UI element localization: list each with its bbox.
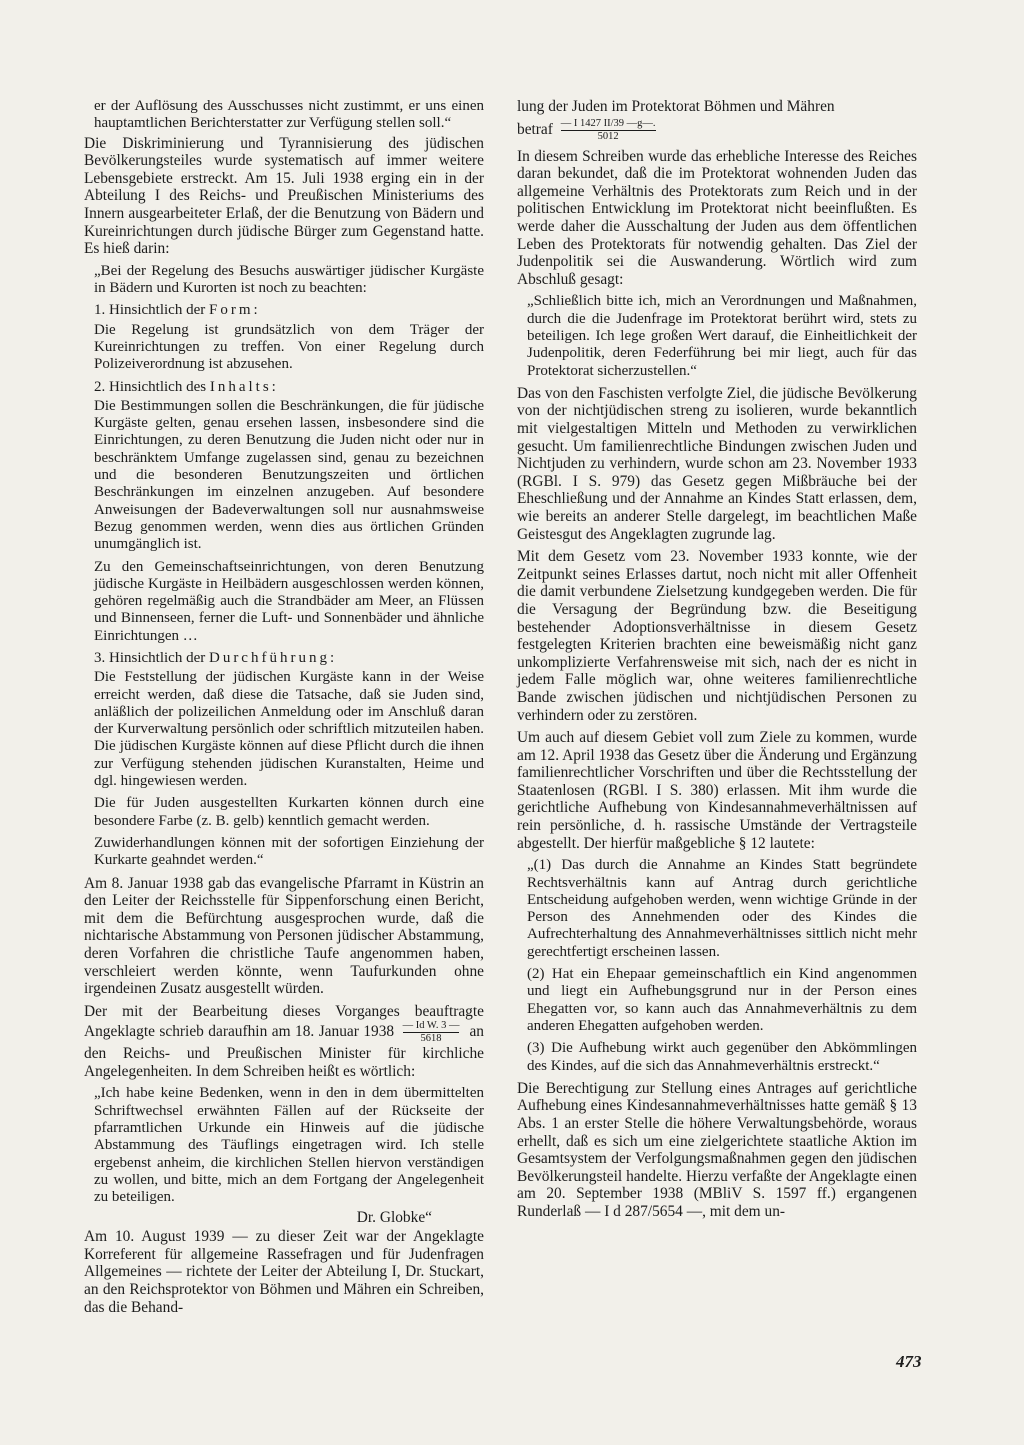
quote-paragraph: Die für Juden ausgestellten Kurkarten können durch eine besondere Farbe (z. B. gelb) kenntlich gemacht werden. bbox=[94, 795, 484, 829]
file-reference bbox=[561, 118, 656, 143]
paragraph: Die Diskriminierung und Tyrannisierung des jüdischen Bevölkerungsteiles wurde systematisch auf immer weitere Lebensgebiete erstreckt. Am 15. Juli 1938 erging ein in der Abteilung I des Reichs- und Preußischen Ministeriums des Innern ausgearbeiteter Erlaß, der die Benutzung von Bädern und Kureinrichtungen durch jüdische Bürger zum Gegenstand hatte. Es hieß darin: bbox=[84, 134, 484, 258]
quote-paragraph: Die Feststellung der jüdischen Kurgäste kann in der Weise erreicht werden, daß diese die Tatsache, daß sie Juden sind, anläßlich der polizeilichen Anmeldung oder im Anschluß daran der Kurverwaltung persönlich oder schriftlich mitzuteilen haben. Die jüdischen Kurgäste können auf diese Pflicht durch die ihnen zur Verfügung stehenden jüdischen Kuranstalten, Heime und dgl. hingewiesen werden. bbox=[94, 669, 484, 790]
heading-suffix: : bbox=[253, 302, 258, 319]
quote-heading bbox=[84, 650, 484, 667]
page-number: 473 bbox=[896, 1352, 922, 1371]
quote-paragraph: „(1) Das durch die Annahme an Kindes Statt begründete Rechtsverhältnis kann auf Antrag durch gerichtliche Entscheidung aufgehoben werden, wenn wichtige Gründe in der Person des Annehmenden oder des Kindes die Aufrechterhaltung des Annahmeverhältnisses sittlich nicht mehr gerechtfertigt erscheinen lassen. bbox=[527, 857, 917, 960]
paragraph-text: Der mit der Bearbeitung dieses Vorganges beauftragte Angeklagte schrieb daraufhin am 18. Januar 1938 bbox=[84, 1002, 484, 1041]
quote-paragraph: Zu den Gemeinschaftseinrichtungen, von deren Benutzung jüdische Kurgäste in Heilbädern ausgeschlossen werden können, gehören regelmäßig auch die Strandbäder am Meer, an Flüssen und Binnenseen, ferner die Luft- und Sonnenbäder und ähnliche Einrichtungen … bbox=[94, 558, 484, 644]
signature: Dr. Globke“ bbox=[356, 1208, 432, 1226]
paragraph: er der Auflösung des Ausschusses nicht zustimmt, er uns einen hauptamtlichen Berichterstatter zur Verfügung stellen soll.“ bbox=[94, 98, 484, 132]
quote-paragraph: „Ich habe keine Bedenken, wenn in den in dem übermittelten Schriftwechsel erwähnten Fällen auf der Rückseite der pfarramtlichen Urkunde ein Hinweis auf die jüdische Abstammung des Täuflings eingetragen wird. Ich stelle ergebenst anheim, die kirchlichen Stellen hiervon verständigen zu wollen, und bitte, mich an dem Fortgang der Angelegenheit zu beteiligen. bbox=[94, 1085, 484, 1206]
paragraph: Am 8. Januar 1938 gab das evangelische Pfarramt in Küstrin an den Leiter der Reichsstelle für Sippenforschung einen Bericht, mit dem die Befürchtung ausgesprochen wurde, daß die nichtarische Abstammung von Personen jüdischer Abstammung, deren Vorfahren die christliche Taufe angenommen haben, verschleiert werden könnte, wenn Taufurkunden ohne irgendeinen Zusatz ausgestellt würden. bbox=[84, 874, 484, 998]
paragraph-with-reference bbox=[517, 118, 917, 143]
quote-heading bbox=[84, 302, 484, 319]
paragraph: Um auch auf diesem Gebiet voll zum Ziele zu kommen, wurde am 12. April 1938 das Gesetz über die Änderung und Ergänzung familienrechtlicher Vorschriften und über die Rechtsstellung der Staatenlosen (RGBl. I S. 380) erlassen. Mit ihm wurde die gerichtliche Aufhebung von Kindesannahmeverhältnissen auf rein persönliche, d. h. rassische Umstände der Vertragsteile abgestellt. Der hierfür maßgebliche § 12 lautete: bbox=[517, 729, 917, 852]
paragraph: Mit dem Gesetz vom 23. November 1933 konnte, wie der Zeitpunkt seines Erlasses dartut, noch nicht mit aller Offenheit die damit verbundene Zielsetzung kundgegeben werden. Die für die Versagung der Begründung bzw. die Beseitigung bestehender Adoptionsverhältnisse in diesem Gesetz festgelegten Kriterien brachten eine beweismäßig nicht ganz unkomplizierte Verfahrensweise mit sich, nach der es nicht in jedem Falle möglich war, ohne weiteres familienrechtliche Bande zwischen jüdischen und nichtjüdischen Personen zu verhindern oder zu zerstören. bbox=[517, 548, 917, 724]
quote-paragraph: (3) Die Aufhebung wirkt auch gegenüber den Abkömmlingen des Kindes, auf die sich das Annahmeverhältnis erstreckt.“ bbox=[527, 1040, 917, 1074]
quote-paragraph: „Schließlich bitte ich, mich an Verordnungen und Maßnahmen, durch die die Judenfrage im Protektorat berührt wird, stets zu beteiligen. Ich lege großen Wert darauf, die Einheitlichkeit der Judenpolitik, deren Federführung bei mir liegt, auch für das Protektorat sicherzustellen.“ bbox=[527, 293, 917, 379]
quote-paragraph: Zuwiderhandlungen können mit der sofortigen Einziehung der Kurkarte geahndet werden.“ bbox=[94, 834, 484, 869]
quote-paragraph: Die Regelung ist grundsätzlich von dem Träger der Kureinrichtungen zu treffen. Von einer Regelung durch Polizeiverordnung ist abzusehen. bbox=[94, 321, 484, 373]
heading-suffix: : bbox=[329, 649, 335, 666]
paragraph: lung der Juden im Protektorat Böhmen und Mähren bbox=[517, 98, 835, 115]
heading-spaced-word: Durchführung bbox=[208, 649, 330, 666]
file-reference-number: 5012 bbox=[561, 130, 656, 143]
quote-paragraph: „Bei der Regelung des Besuchs auswärtiger jüdischer Kurgäste in Bädern und Kurorten ist noch zu beachten: bbox=[94, 262, 484, 297]
file-reference-number: 5618 bbox=[403, 1032, 460, 1045]
quote-paragraph: (2) Hat ein Ehepaar gemeinschaftlich ein Kind angenommen und liegt ein Aufhebungsgrund nur in der Person eines Ehegatten vor, so kann auch das Annahmeverhältnis zu dem anderen Ehegatten aufgehoben werden. bbox=[527, 966, 917, 1034]
heading-spaced-word: Form bbox=[208, 302, 254, 319]
paragraph-with-reference bbox=[84, 1003, 484, 1081]
heading-prefix: 2. Hinsichtlich des bbox=[94, 378, 210, 395]
paragraph: Am 10. August 1939 — zu dieser Zeit war der Angeklagte Korreferent für allgemeine Rassefragen und für Judenfragen Allgemeines — richtete der Leiter der Abteilung I, Dr. Stuckart, an den Reichsprotektor von Böhmen und Mähren ein Schreiben, das die Behand- bbox=[84, 1228, 484, 1316]
paragraph: In diesem Schreiben wurde das erhebliche Interesse des Reiches daran bekundet, daß die im Protektorat wohnenden Juden das allgemeine Verhältnis des Protektorats zum Reich und in der politischen Entwicklung im Protektorat nicht beeinflußten. Es werde daher die Ausschaltung der Juden aus dem öffentlichen Leben des Protektorats für notwendig gehalten. Das Ziel der Judenpolitik sei die Auswanderung. Wörtlich wird zum Abschluß gesagt: bbox=[517, 147, 917, 288]
file-reference-top: — Id W. 3 — bbox=[402, 1020, 460, 1032]
heading-suffix: : bbox=[271, 378, 276, 395]
left-column bbox=[84, 98, 484, 1321]
quote-heading bbox=[84, 379, 484, 396]
paragraph: Die Berechtigung zur Stellung eines Antrages auf gerichtliche Aufhebung eines Kindesannahmeverhältnisses hatte gemäß § 13 Abs. 1 an erster Stelle die höhere Verwaltungsbehörde, woraus erhellt, daß es sich um eine zielgerichtete staatliche Aktion im Gesamtsystem der Verfolgungsmaßnahmen gegen den jüdischen Bevölkerungsteil handelte. Hierzu verfaßte der Angeklagte einen am 20. September 1938 (MBliV S. 1597 ff.) ergangenen Runderlaß — I d 287/5654 —, mit dem un- bbox=[517, 1079, 917, 1220]
paragraph-text: an den Reichs- und Preußischen Minister für kirchliche Angelegenheiten. In dem Schreiben heißt es wörtlich: bbox=[84, 1023, 484, 1080]
file-reference-top: — I 1427 II/39 —g—. bbox=[560, 117, 656, 129]
heading-prefix: 1. Hinsichtlich der bbox=[94, 302, 209, 319]
right-column bbox=[517, 98, 917, 1226]
file-reference bbox=[403, 1020, 460, 1045]
heading-prefix: 3. Hinsichtlich der bbox=[94, 649, 209, 666]
quote-paragraph: Die Bestimmungen sollen die Beschränkungen, die für jüdische Kurgäste gelten, genau ersehen lassen, insbesondere sind die Einrichtungen, zu deren Benutzung die Juden nicht oder nur in beschränktem Umfange zugelassen sind, genau zu bezeichnen und die besonderen Benutzungszeiten und örtlichen Beschränkungen im einzelnen anzugeben. Auf besondere Anweisungen der Badeverwaltungen soll nur ausnahmsweise Bezug genommen werden, wenn dies aus örtlichen Gründen unumgänglich ist. bbox=[94, 397, 484, 553]
paragraph: Das von den Faschisten verfolgte Ziel, die jüdische Bevölkerung von der nichtjüdischen streng zu isolieren, wurde bekanntlich mit vielgestaltigen Mitteln und Methoden zu verwirklichen gesucht. Um familienrechtliche Bindungen zwischen Juden und Nichtjuden zu verhindern, wurde schon am 23. November 1933 (RGBl. I S. 979) das Gesetz gegen Mißbräuche bei der Eheschließung und der Annahme an Kindes Statt erlassen, dem, wie bereits an anderer Stelle dargelegt, im beachtlichen Maße Geistesgut des Angeklagten zugrunde lag. bbox=[517, 384, 917, 543]
heading-spaced-word: Inhalts bbox=[209, 378, 272, 395]
paragraph-text: betraf bbox=[517, 120, 553, 138]
